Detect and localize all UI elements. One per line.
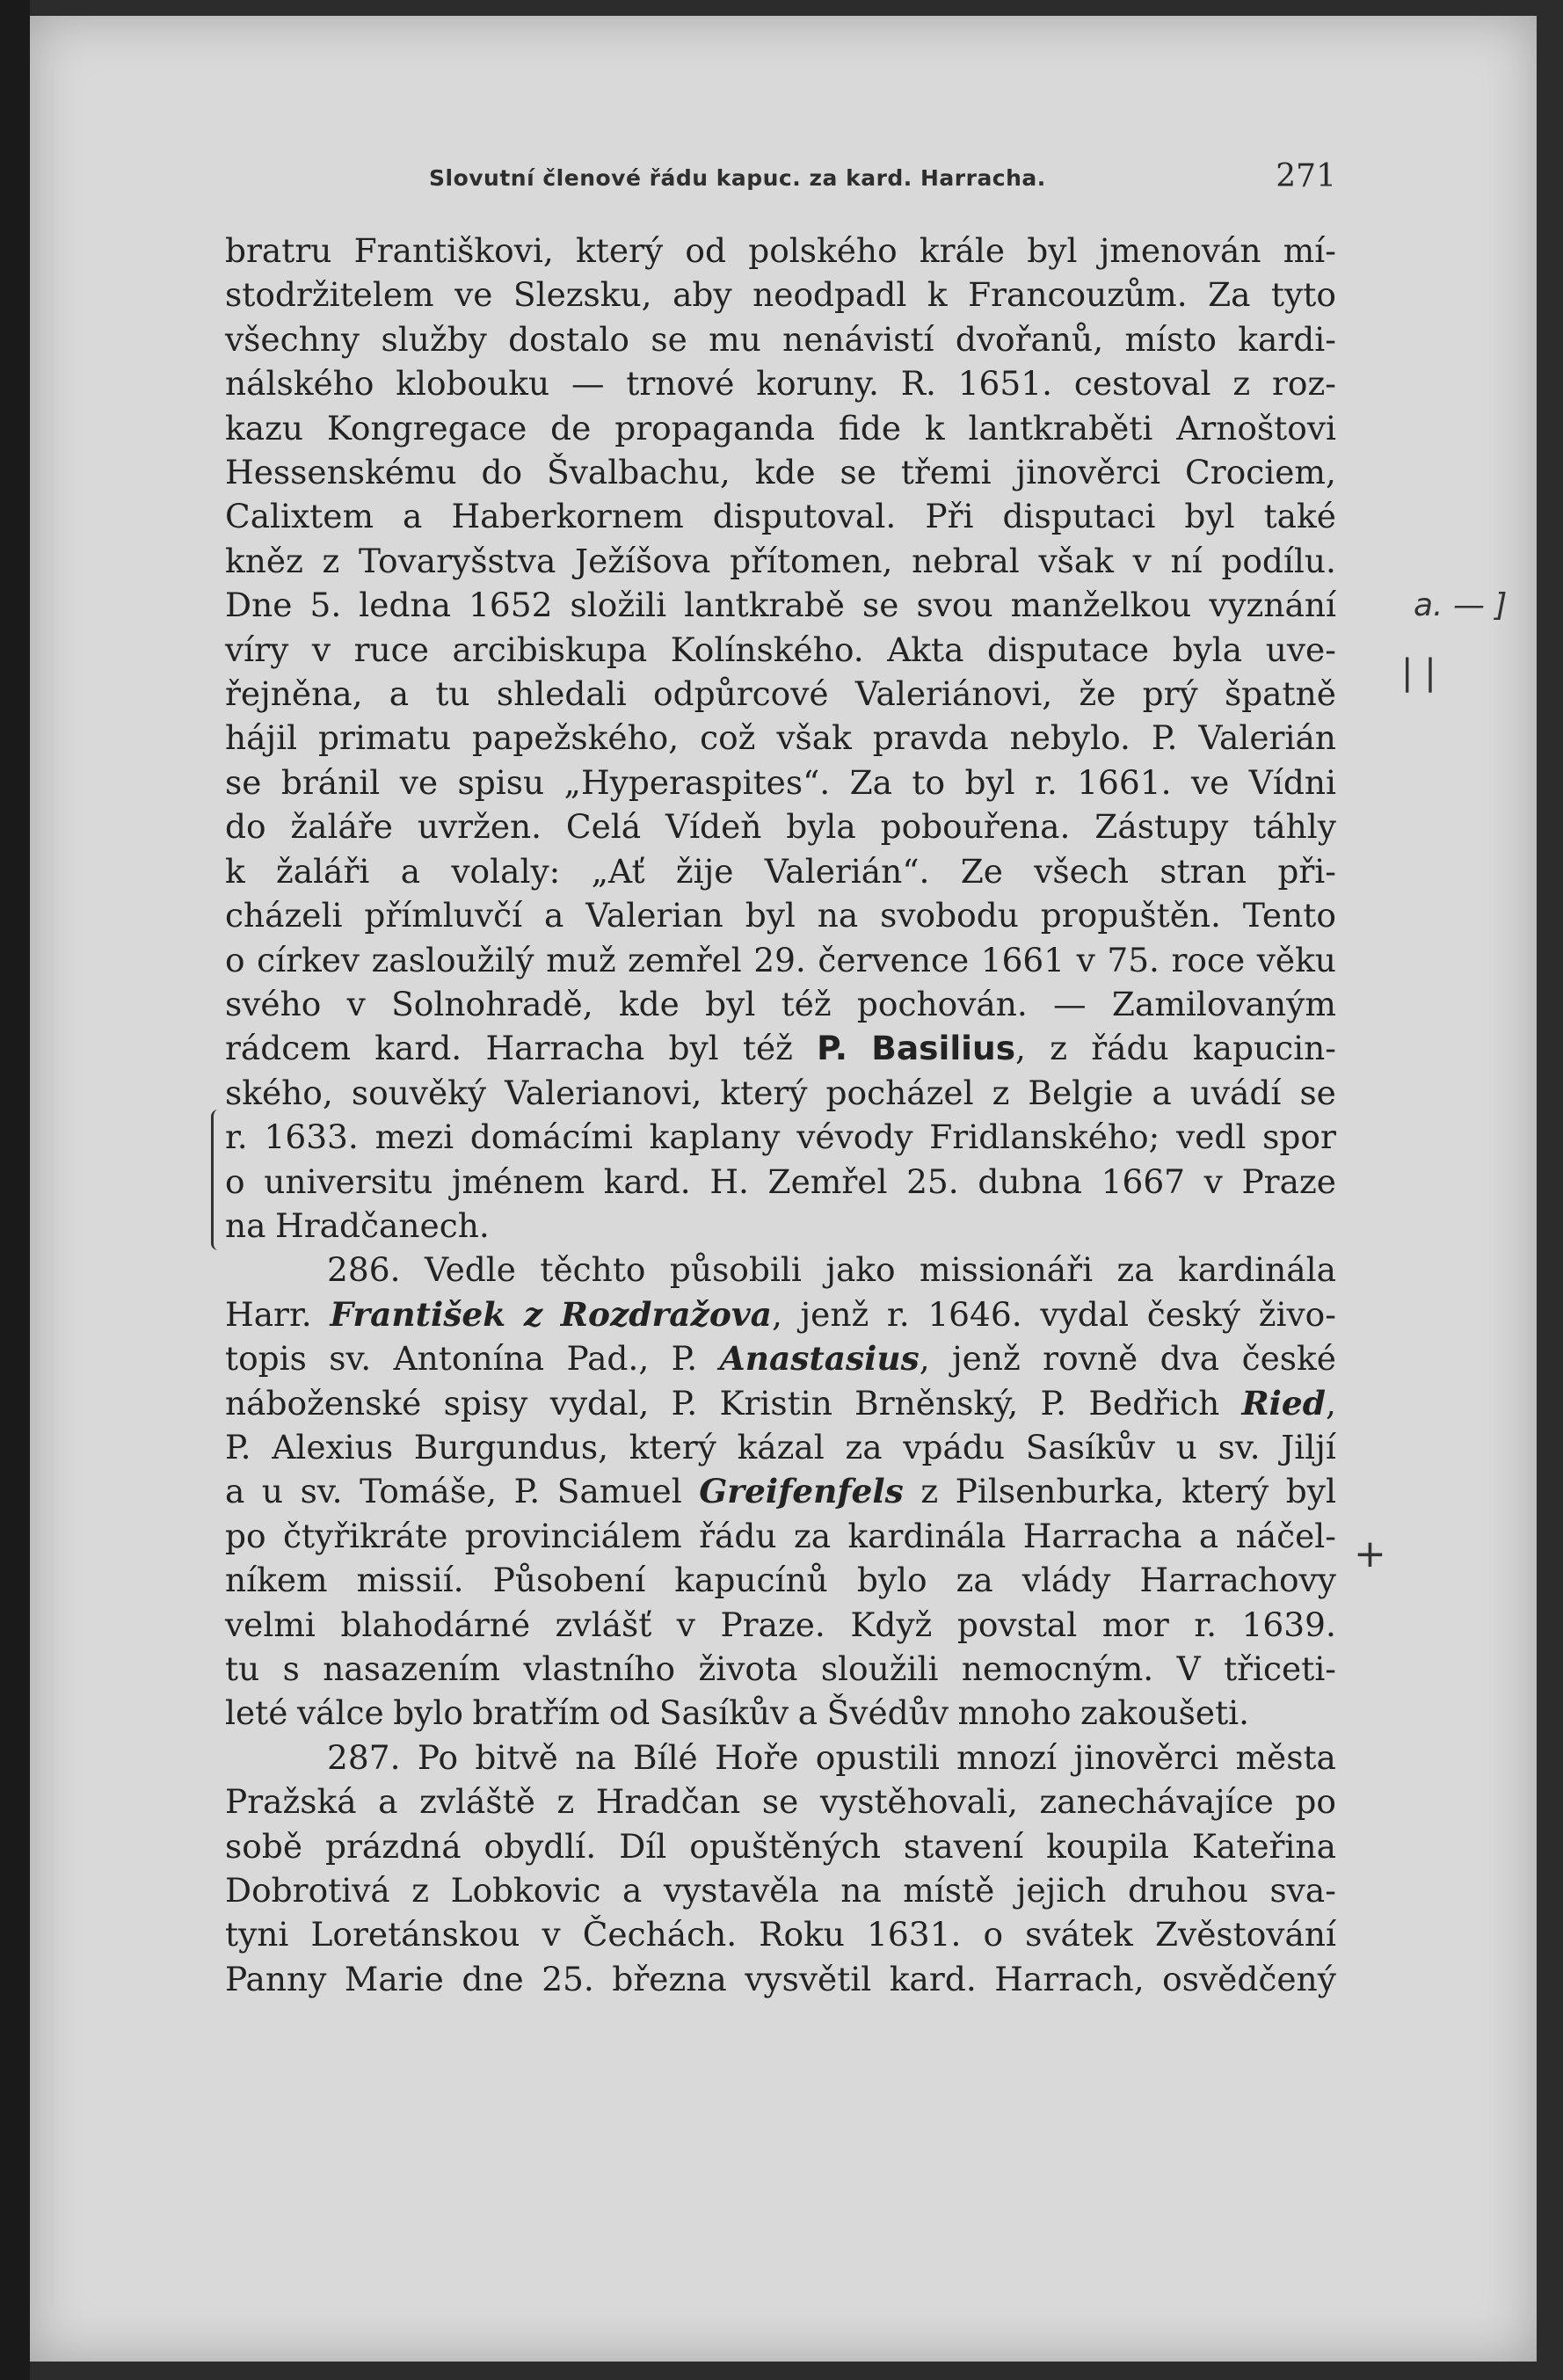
text-line: 287. Po bitvě na Bílé Hoře opustili mnozí jinověrci města: [327, 1737, 1336, 1777]
text-line: svého v Solnohradě, kde byl též pochován. — Zamilovaným: [225, 984, 1336, 1023]
text-line: nálského klobouku — trnové koruny. R. 1651. cestoval z roz-: [225, 364, 1336, 404]
text-line: ského, souvěký Valerianovi, který pocházel z Belgie a uvádí se: [225, 1073, 1336, 1112]
text-line: o universitu jménem kard. H. Zemřel 25. dubna 1667 v Praze: [225, 1161, 1336, 1201]
text-line: tu s nasazením vlastního života sloužili nemocným. V třiceti-: [225, 1649, 1336, 1688]
text-line: Pražská a zvláště z Hradčan se vystěhovali, zanechávajíce po: [225, 1782, 1336, 1822]
text-line: cházeli přímluvčí a Valerian byl na svobodu propuštěn. Tento: [225, 896, 1336, 935]
text-line: kazu Kongregace de propaganda fide k lantkraběti Arnoštovi: [225, 408, 1336, 448]
running-head: Slovutní členové řádu kapuc. za kard. Harracha.: [429, 165, 1046, 191]
text-line: řejněna, a tu shledali odpůrcové Valeriánovi, že prý špatně: [225, 674, 1336, 714]
body-text: [225, 229, 1336, 2001]
text-line: Harr. František z Rozdražova, jenž r. 1646. vydal český živo-: [225, 1294, 1336, 1334]
margin-bracket-mark: [211, 1110, 228, 1250]
text-line: po čtyřikráte provinciálem řádu za kardinála Harracha a náčel-: [225, 1516, 1336, 1555]
text-line: Dne 5. ledna 1652 složili lantkrabě se svou manželkou vyznání: [225, 586, 1336, 625]
scan-border: [0, 0, 30, 2380]
text-line: se bránil ve spisu „Hyperaspites“. Za to byl r. 1661. ve Vídni: [225, 762, 1336, 802]
text-line: všechny služby dostalo se mu nenávistí dvořanů, místo kardi-: [225, 319, 1336, 359]
text-line: do žaláře uvržen. Celá Vídeň byla pobouřena. Zástupy táhly: [225, 807, 1336, 847]
text-line: topis sv. Antonína Pad., P. Anastasius, jenž rovně dva české: [225, 1339, 1336, 1379]
page-number: 271: [1276, 158, 1336, 194]
text-line: velmi blahodárné zvlášť v Praze. Když povstal mor r. 1639.: [225, 1605, 1336, 1644]
text-line: o církev zasloužilý muž zemřel 29. července 1661 v 75. roce věku: [225, 940, 1336, 979]
text-line: náboženské spisy vydal, P. Kristin Brněnský, P. Bedřich Ried,: [225, 1383, 1336, 1423]
text-line: Panny Marie dne 25. března vysvětil kard. Harrach, osvědčený: [225, 1959, 1336, 1998]
text-line: leté válce bylo bratřím od Sasíkův a Švédův mnoho zakoušeti.: [225, 1693, 1250, 1733]
text-line: hájil primatu papežského, což však pravda nebylo. P. Valerián: [225, 718, 1336, 758]
text-line: kněz z Tovaryšstva Ježíšova přítomen, nebral však v ní podílu.: [225, 541, 1336, 580]
margin-note-cross: +: [1354, 1532, 1386, 1576]
text-line: sobě prázdná obydlí. Díl opuštěných stavení koupila Kateřina: [225, 1826, 1336, 1866]
margin-note-marks: | |: [1401, 652, 1436, 693]
text-line: k žaláři a volaly: „Ať žije Valerián“. Ze všech stran při-: [225, 851, 1336, 891]
text-line: Hessenskému do Švalbachu, kde se třemi jinověrci Crociem,: [225, 453, 1336, 492]
text-line: a u sv. Tomáše, P. Samuel Greifenfels z Pilsenburka, který byl: [225, 1472, 1336, 1511]
text-line: víry v ruce arcibiskupa Kolínského. Akta disputace byla uve-: [225, 630, 1336, 669]
margin-note-annotation: a. — ]: [1414, 587, 1508, 623]
text-line: r. 1633. mezi domácími kaplany vévody Fridlanského; vedl spor: [225, 1117, 1336, 1157]
text-line: na Hradčanech.: [225, 1205, 490, 1245]
text-line: tyni Loretánskou v Čechách. Roku 1631. o svátek Zvěstování: [225, 1915, 1336, 1954]
text-line: níkem missií. Působení kapucínů bylo za vlády Harrachovy: [225, 1561, 1336, 1600]
text-line: 286. Vedle těchto působili jako missionáři za kardinála: [327, 1250, 1336, 1290]
text-line: rádcem kard. Harracha byl též P. Basilius, z řádu kapucin-: [225, 1029, 1336, 1068]
text-line: stodržitelem ve Slezsku, aby neodpadl k Francouzům. Za tyto: [225, 275, 1336, 315]
text-line: P. Alexius Burgundus, který kázal za vpádu Sasíkův u sv. Jiljí: [225, 1427, 1336, 1467]
text-line: bratru Františkovi, který od polského krále byl jmenován mí-: [225, 231, 1336, 270]
text-line: Dobrotivá z Lobkovic a vystavěla na místě jejich druhou sva-: [225, 1871, 1336, 1911]
text-line: Calixtem a Haberkornem disputoval. Při disputaci byl také: [225, 497, 1336, 536]
page-header: [429, 158, 1336, 202]
